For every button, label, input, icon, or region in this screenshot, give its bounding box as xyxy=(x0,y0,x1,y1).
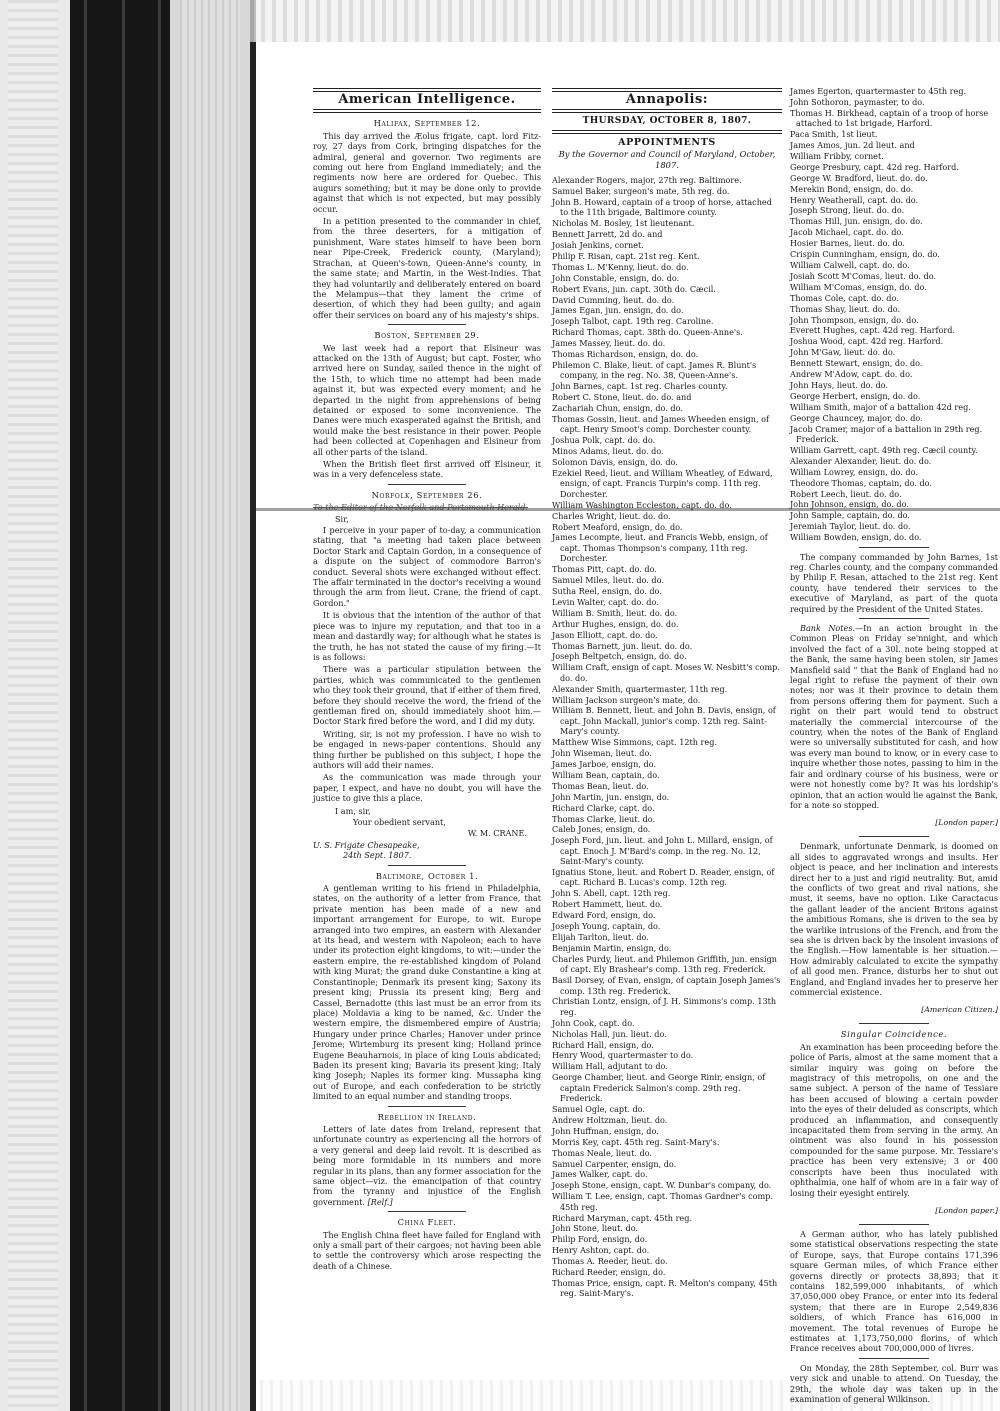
appointment-entry: William Jackson surgeon's mate, do. xyxy=(552,694,701,705)
appointment-entry: William M'Comas, ensign, do. do. xyxy=(790,281,927,292)
appointment-entry: Nicholas Hall, jun. lieut. do. xyxy=(552,1028,667,1039)
appointment-entry: Henry Ashton, capt. do. xyxy=(552,1245,650,1256)
appointment-entry: John S. Abell, capt. 12th reg. xyxy=(552,888,671,899)
appointment-entry: Christian Lontz, ensign, of J. H. Simmons's comp. 13th reg. xyxy=(552,996,777,1017)
appointment-entry: Joshua Wood, capt. 42d reg. Harford. xyxy=(790,336,944,347)
source-credit: [London paper.] xyxy=(935,818,998,828)
appointment-entry: John Cook, capt. do. xyxy=(552,1017,635,1028)
appointments-authority: By the Governor and Council of Maryland, October, 1807. xyxy=(558,149,776,170)
appointment-entry: Thomas A. Reeder, lieut. do. xyxy=(552,1256,668,1267)
appointment-entry: Basil Dorsey, of Evan, ensign, of captain Joseph James's comp. 13th reg. Frederick. xyxy=(552,975,781,996)
appointments-list-continued xyxy=(790,86,998,543)
appointment-entry: Edward Ford, ensign, do. xyxy=(552,910,656,921)
appointment-entry: Samuel Carpenter, ensign, do. xyxy=(552,1158,677,1169)
appointment-entry: Joseph Ford, jun. lieut. and John L. Millard, ensign, of capt. Enoch J. M'Bard's comp. in the reg. No. 12, Saint-Mary's county. xyxy=(552,835,773,867)
appointment-entry: William Smith, major of a battalion 42d reg. xyxy=(790,401,971,412)
appointment-entry: Charles Purdy, lieut. and Philemon Griffith, jun. ensign of capt. Ely Brashear's comp. 13th reg. Frederick. xyxy=(552,953,777,975)
appointment-entry: Jacob Michael, capt. do. do. xyxy=(790,227,904,238)
letter-paragraph: Writing, sir, is not my profession. I have no wish to be engaged in news-paper contentions. Should any thing further be published on this subject, I hope the authors will add their names. xyxy=(313,728,541,770)
scan-noise xyxy=(8,0,58,1411)
letter-paragraph: It is obvious that the intention of the author of that piece was to injure my reputation, and that too in a mean and dastardly way; for although what he states is the truth, he has not stated the cause of my firing.—It is as follows: xyxy=(313,610,541,662)
appointment-entry: John Barnes, capt. 1st reg. Charles county. xyxy=(552,381,728,392)
divider xyxy=(388,1211,466,1212)
letter-closing: I am, sir, xyxy=(335,805,371,816)
appointment-entry: Robert C. Stone, lieut. do. do. and xyxy=(552,392,692,403)
divider xyxy=(859,1224,930,1225)
masthead-rule xyxy=(313,109,541,113)
appointment-entry: John Wiseman, lieut. do. xyxy=(552,748,652,759)
appointment-entry: William Craft, ensign of capt. Moses W. Nesbitt's comp. do. do. xyxy=(552,662,780,683)
source-credit: [American Citizen.] xyxy=(921,1005,998,1015)
article-bank-notes xyxy=(790,623,998,810)
appointment-entry: Robert Evans, jun. capt. 30th do. Cæcil. xyxy=(552,283,716,294)
appointment-entry: Philip Ford, ensign, do. xyxy=(552,1234,648,1245)
appointment-entry: William Lowrey, ensign, do. do. xyxy=(790,466,918,477)
appointment-entry: Thomas Neale, lieut. do. xyxy=(552,1147,652,1158)
heading-appointments: APPOINTMENTS xyxy=(618,136,716,148)
article-text: Letters of late dates from Ireland, represent that unfortunate country as experiencing all the horrors of a very general and deep laid revolt. It is described as being more formidable in its numbers and more regular in its plans, than any former association for the same object—viz. the emancipation of that country from the tyranny and injustice of the English government. xyxy=(313,1123,541,1207)
appointment-entry: Thomas Hill, jun. ensign, do. do. xyxy=(790,216,923,227)
letter-signature: W. M. CRANE. xyxy=(467,828,527,839)
appointment-entry: Jason Elliott, capt. do. do. xyxy=(552,629,658,640)
appointment-entry: Richard Thomas, capt. 38th do. Queen-Anne's. xyxy=(552,327,743,338)
appointment-entry: James Jarboe, ensign, do. xyxy=(552,758,656,769)
appointment-entry: Charles Wright, lieut. do. do. xyxy=(552,510,671,521)
appointment-entry: Robert Meaford, ensign, do. do. xyxy=(552,521,683,532)
appointment-entry: William Bowden, ensign, do. do. xyxy=(790,532,922,543)
appointment-entry: George Chamber, lieut. and George Rinir, ensign, of captain Frederick Salmon's comp. 29th reg. Frederick. xyxy=(552,1072,766,1104)
gutter-noise xyxy=(180,0,240,1411)
appointment-entry: Everett Hughes, capt. 42d reg. Harford. xyxy=(790,325,955,336)
appointment-entry: David Cumming, lieut. do. do. xyxy=(552,294,675,305)
appointment-entry: Thomas Richardson, ensign, do. do. xyxy=(552,349,699,360)
appointment-entry: William B. Smith, lieut. do. do. xyxy=(552,607,678,618)
letter-date: 24th Sept. 1807. xyxy=(343,850,412,861)
appointment-entry: Thomas L. M'Kenny, lieut. do. do. xyxy=(552,261,689,272)
article-monday: On Monday, the 28th September, col. Burr was very sick and unable to attend. On Tuesday, the 29th, the whole day was taken up in the examination of general Wilkinson. xyxy=(790,1362,998,1404)
appointment-entry: Caleb Jones, ensign, do. xyxy=(552,824,651,835)
appointment-entry: John B. Howard, captain of a troop of horse, attached to the 11th brigade, Baltimore county. xyxy=(552,196,772,218)
divider xyxy=(859,547,930,548)
letter-salutation: Sir, xyxy=(335,513,349,524)
issue-date: THURSDAY, OCTOBER 8, 1807. xyxy=(582,116,752,127)
appointment-entry: Richard Maryman, capt. 45th reg. xyxy=(552,1212,692,1223)
scan-top-band xyxy=(250,0,1000,42)
article-denmark: Denmark, unfortunate Denmark, is doomed on all sides to aggravated wrongs and insults. Her object is peace, and her inclination and interests direct her to a just and rigid neutrality. But, amid the conflicts of two great and rival nations, she must, it seems, have no option. Like Caractacus the gallant leader of the ancient Britons against the ambitious Romans, she is driven to the sea by the warlike intrusions of the French, and from the sea she is driven back by the insolent invasions of the English.—How lamentable is her situation.—How admirably calculated to excite the sympathy of all good men. France, disturbs her to shut out England, and England invades her to preserve her commercial existence. xyxy=(790,841,998,997)
article-paragraph: In a petition presented to the commander in chief, from the three deserters, for a mitigation of punishment, Ware states himself to have been born near Pipe-Creek, Frederick county, (Maryland); Strachan, at Queen's-town, Queen-Anne's county, in the same state; and Martin, in the West-Indies. That they had voluntarily and deliberately entered on board the Melampus—that they lament the crime of desertion, of which they had been guilty; and again offer their services on board any of his majesty's ships. xyxy=(313,216,541,320)
page-gutter xyxy=(170,0,250,1411)
appointment-entry: Josiah Scott M'Comas, lieut. do. do. xyxy=(790,270,936,281)
appointment-entry: Elijah Tarlton, lieut. do. xyxy=(552,931,649,942)
section-masthead: American Intelligence. xyxy=(338,92,516,107)
dateline-baltimore: Baltimore, October 1. xyxy=(375,870,479,881)
appointment-entry: Robert Hammett, lieut. do. xyxy=(552,899,663,910)
letter-paragraph: There was a particular stipulation between the parties, which was communicated to the gentlemen who they took their ground, that if either of them fired, before they should receive the word, the friend of the gentleman fired on, should immediately shoot him.—Doctor Stark fired before the word, and I did my duty. xyxy=(313,664,541,727)
letter-paragraph: I perceive in your paper of to-day, a communication stating, that "a meeting had taken place between Doctor Stark and Captain Gordon, in a consequence of a dispute on the subject of commodore Barron's conduct. Several shots were exchanged without effect. The affair terminated in the doctor's receiving a wound through the arm from lieut. Crane, the friend of capt. Gordon." xyxy=(313,525,541,608)
appointment-entry: John Thompson, ensign, do. do. xyxy=(790,314,919,325)
appointment-entry: William B. Bennett, lieut. and John B. Davis, ensign, of capt. John Mackall, junior's comp. 12th reg. Saint-Mary's county. xyxy=(552,705,776,737)
dateline-halifax: Halifax, September 12. xyxy=(373,118,481,129)
appointment-entry: John M'Gaw, lieut. do. do. xyxy=(790,347,896,358)
appointment-entry: Henry Wood, quartermaster to do. xyxy=(552,1050,694,1061)
divider xyxy=(859,1358,930,1359)
appointment-entry: Thomas Pitt, capt. do. do. xyxy=(552,564,657,575)
appointment-entry: Andrew M'Adow, capt. do. do. xyxy=(790,369,913,380)
appointment-entry: Thomas Cole, capt. do. do. xyxy=(790,292,899,303)
appointment-entry: William Garrett, capt. 49th reg. Cæcil county. xyxy=(790,444,978,455)
appointment-entry: Thomas Shay, lieut. do. do. xyxy=(790,303,901,314)
appointment-entry: Joseph Beltpetch, ensign, do. do. xyxy=(552,651,687,662)
heading-ireland: Rebellion in Ireland. xyxy=(377,1111,477,1122)
appointment-entry: Ignatius Stone, lieut. and Robert D. Reader, ensign, of capt. Richard B. Lucas's comp. 12th reg. xyxy=(552,867,775,888)
appointment-entry: Solomon Davis, ensign, do. do. xyxy=(552,457,678,468)
appointment-entry: William Fribby, cornet. xyxy=(790,150,884,161)
appointment-entry: William Hall, adjutant to do. xyxy=(552,1061,668,1072)
column-american-intelligence xyxy=(313,86,541,1376)
column-annapolis xyxy=(552,86,782,1376)
appointment-entry: Samuel Baker, surgeon's mate, 5th reg. do. xyxy=(552,185,730,196)
appointment-entry: Joseph Strong, lieut. do. do. xyxy=(790,205,905,216)
masthead-rule xyxy=(552,109,782,113)
appointment-entry: Thomas H. Birkhead, captain of a troop of horse attached to 1st brigade, Harford. xyxy=(790,107,989,129)
appointment-entry: Crispin Cunningham, ensign, do. do. xyxy=(790,249,940,260)
binding-rib xyxy=(84,0,87,1411)
appointment-entry: James Walker, capt. do. xyxy=(552,1169,648,1180)
letter-addressee: To the Editor of the Norfolk and Portsmouth Herald. xyxy=(313,502,529,513)
appointment-entry: George W. Bradford, lieut. do. do. xyxy=(790,172,928,183)
article-paragraph: This day arrived the Æolus frigate, capt. lord Fitz-roy, 27 days from Cork, bringing dispatches for the admiral, general and governor. Two regiments are coming out here from England immediately; and the regiments now here are ordered for Quebec. This augurs something; but it may be done only to provide against that which is not expected, but may possibly occur. xyxy=(313,130,541,214)
appointment-entry: Benjamin Martin, ensign, do. xyxy=(552,942,672,953)
company-note: The company commanded by John Barnes, 1st reg. Charles county, and the company commanded by Philip F. Resan, attached to the 21st reg. Kent county, have tendered their services to the executive of Maryland, as part of the quota required by the President of the United States. xyxy=(790,551,998,614)
article-paragraph: The English China fleet have failed for England with only a small part of their cargoes; not having been able to settle the controversy which arose respecting the death of a Chinese. xyxy=(313,1229,541,1271)
article-text: —In an action brought in the Common Pleas on Friday se'nnight, and which involved the fact of a 30l. note being stopped at the Bank, the same having been stolen, sir James Mansfield said " that the Bank of England had no legal right to refuse the payment of their own notes; nor was it their province to detain them from persons offering them for payment. Such a right on their part would tend to obstruct materially the commercial intercourse of the country, when the notes of the Bank of England were so universally substituted for cash, and how was every man bound to know, or in every case to inquire whether those notes, passing to him in the fair and ordinary course of his business, were or were not honestly come by? It was his lordship's opinion, that an action would lie against the Bank, for a note so stopped. xyxy=(790,623,999,810)
appointment-entry: Joseph Talbot, capt. 19th reg. Caroline. xyxy=(552,316,714,327)
appointment-entry: George Presbury, capt. 42d reg. Harford. xyxy=(790,161,959,172)
section-masthead: Annapolis: xyxy=(625,92,709,107)
appointment-entry: Josiah Jenkins, cornet. xyxy=(552,239,644,250)
appointment-entry: Minos Adams, lieut. do. do. xyxy=(552,446,664,457)
appointment-entry: Jacob Cramer, major of a battalion in 29th reg. Frederick. xyxy=(790,423,983,444)
appointment-entry: Merekin Bond, ensign, do. do. xyxy=(790,183,914,194)
appointment-entry: John Stone, lieut. do. xyxy=(552,1223,638,1234)
appointment-entry: Alexander Smith, quartermaster, 11th reg. xyxy=(552,683,728,694)
appointment-entry: Thomas Price, ensign, capt. R. Melton's company, 45th reg. Saint-Mary's. xyxy=(552,1277,778,1299)
binding-rib xyxy=(122,0,125,1411)
appointment-entry: Thomas Bean, lieut. do. xyxy=(552,780,649,791)
appointment-entry: George Chauncey, major, do. do. xyxy=(790,412,923,423)
appointment-entry: Thomas Barnett, jun. lieut. do. do. xyxy=(552,640,693,651)
appointment-entry: Thomas Gossin, lieut. and James Wheeden ensign, of capt. Henry Smoot's comp. Dorchester county. xyxy=(552,413,769,435)
appointment-entry: Joseph Stone, ensign, capt. W. Dunbar's company, do. xyxy=(552,1180,772,1191)
article-paragraph: A gentleman writing to his friend in Philadelphia, states, on the authority of a letter from France, that private mention has been made of a new and important arrangement for Europe, to wit. Europe arranged into two empires, an eastern with Alexander at its head, and western with Napoleon; each to have under its protection eight kingdoms, to wit:—under the eastern empire, the re-established kingdom of Poland with king Murat; the grand duke Constantine a king at Constantinople; Denmark its present king; Saxony its present king; Prussia its present king; Berg and Cassel, Bernadotte (this last must be an error from its place) Moldavia a king to be named, &c. Under the western empire, the dismembered empire of Austria; Hungary under prince Charles; Hanover under prince Jerome; Wirtemburg its present king; Holland prince Eugene Beauharnois, in place of king Louis abdicated; Baden its present king; Bavaria its present king; Italy king Joseph; Naples its former king. Mussapha king out of Europe, and each confederation to be strictly limited to an equal number and standing troops. xyxy=(313,883,541,1102)
appointment-entry: Henry Weatherall, capt. do. do. xyxy=(790,194,919,205)
appointment-entry: Bennett Jarrett, 2d do. and xyxy=(552,229,663,240)
appointment-entry: Andrew Holtzman, lieut. do. xyxy=(552,1114,668,1125)
article-heading: Bank Notes. xyxy=(800,623,856,633)
column-misc xyxy=(790,86,999,1404)
divider xyxy=(859,836,930,837)
appointment-entry: Joshua Polk, capt. do. do. xyxy=(552,435,656,446)
appointment-entry: Zachariah Chun, ensign, do. do. xyxy=(552,403,683,414)
appointment-entry: Alexander Alexander, lieut. do. do. xyxy=(790,455,932,466)
appointment-entry: Philemon C. Blake, lieut. of capt. James R. Blunt's company, in the reg. No. 38, Queen-Anne's. xyxy=(552,359,757,381)
appointment-entry: John Hays, lieut. do. do. xyxy=(790,379,888,390)
appointment-entry: Morris Key, capt. 45th reg. Saint-Mary's. xyxy=(552,1136,720,1147)
appointment-entry: Bennett Stewart, ensign, do. do. xyxy=(790,358,923,369)
date-rule xyxy=(552,130,782,134)
appointment-entry: James Egan, jun. ensign, do. do. xyxy=(552,305,684,316)
appointment-entry: George Herbert, ensign, do. do. xyxy=(790,390,921,401)
appointment-entry: Alexander Rogers, major, 27th reg. Baltimore. xyxy=(552,175,742,186)
divider xyxy=(859,618,930,619)
appointment-entry: Thomas Clarke, lieut. do. xyxy=(552,813,656,824)
appointment-entry: Samuel Ogle, capt. do. xyxy=(552,1103,645,1114)
appointment-entry: Samuel Miles, lieut. do. do. xyxy=(552,575,664,586)
appointment-entry: John Sample, captain, do. do. xyxy=(790,510,910,521)
appointment-entry: Jeremiah Taylor, lieut. do. do. xyxy=(790,521,911,532)
binding-strip xyxy=(70,0,170,1411)
appointment-entry: Richard Reeder, ensign, do. xyxy=(552,1267,666,1278)
appointment-entry: Ezekiel Reed, lieut. and William Wheatley, of Edward, ensign, of capt. Francis Turpin's comp. 11th reg. Dorchester. xyxy=(552,468,773,499)
binding-rib xyxy=(158,0,161,1411)
article-paragraph xyxy=(313,1124,541,1207)
appointment-entry: Arthur Hughes, ensign, do. do. xyxy=(552,618,679,629)
appointment-entry: John Sothoron, paymaster, to do. xyxy=(790,96,925,107)
divider xyxy=(388,484,466,485)
appointment-entry: James Lecompte, lieut. and Francis Webb, ensign, of capt. Thomas Thompson's company, 11th reg. Dorchester. xyxy=(552,532,768,564)
letter-closing: Your obedient servant, xyxy=(353,817,446,827)
appointment-entry: James Amos, jun. 2d lieut. and xyxy=(790,140,915,151)
appointment-entry: James Massey, lieut. do. do. xyxy=(552,338,666,349)
appointment-entry: Richard Clarke, capt. do. xyxy=(552,802,655,813)
appointment-entry: John Johnson, ensign, do. do. xyxy=(790,499,909,510)
appointment-entry: Matthew Wise Simmons, capt. 12th reg. xyxy=(552,737,717,748)
divider xyxy=(388,324,466,325)
divider xyxy=(859,1023,930,1024)
appointment-entry: Paca Smith, 1st lieut. xyxy=(790,129,878,140)
appointment-entry: Sutha Reel, ensign, do. do. xyxy=(552,585,662,596)
appointment-entry: Nicholas M. Bosley, 1st lieutenant. xyxy=(552,218,695,229)
article-german-author: A German author, who has lately published some statistical observations respecting the state of Europe, says, that Europe contains 171,396 square German miles, of which France either governs directly or protects 38,893; that it contains 182,599,000 inhabitants, of which 37,050,000 obey France, or enter into its federal system; that there are in Europe 2,549,836 soldiers, of which France has 616,000 in movement. The total revenues of Europe he estimates at 1,173,750,000 florins, of which France receives about 700,000,000 of livres. xyxy=(790,1228,998,1354)
scan-margin xyxy=(0,0,70,1411)
dateline-norfolk: Norfolk, September 26. xyxy=(371,489,483,500)
appointment-entry: Philip F. Risan, capt. 21st reg. Kent. xyxy=(552,250,700,261)
appointment-entry: Levin Walter, capt. do. do. xyxy=(552,596,659,607)
divider xyxy=(388,865,466,866)
appointments-list xyxy=(552,175,782,1299)
appointment-entry: John Huffman, ensign, do. xyxy=(552,1125,659,1136)
appointment-entry: James Egerton, quartermaster to 45th reg. xyxy=(790,86,967,96)
appointment-entry: William Calwell, capt. do. do. xyxy=(790,260,910,270)
dateline-boston: Boston, September 29. xyxy=(374,330,480,341)
source-credit: [London paper.] xyxy=(935,1205,998,1215)
divider xyxy=(388,1106,466,1107)
appointment-entry: John Constable, ensign, do. do. xyxy=(552,272,680,283)
appointment-entry: Theodore Thomas, captain, do. do. xyxy=(790,477,932,488)
article-coincidence: An examination has been proceeding before the police of Paris, almost at the same moment that a similar inquiry was going on before the magistracy of this metropolis, on one and the same subject. A person of the name of Tessiare has been accused of blowing a certain powder into the eyes of their deluded as conscripts, which produced an inflammation, and consequently incapacitated them from serving in the army. An ointment was also found in his possession compounded for the same purpose. Mr. Tessiare's practice has been very extensive; 3 or 400 conscripts have been thus inoculated with ophthalmia, one half of whom are in a fair way of losing their eyesight entirely. xyxy=(790,1041,998,1198)
appointment-entry: William Washington Eccleston, capt. do. do. xyxy=(552,499,732,510)
appointment-entry: John Martin, jun. ensign, do. xyxy=(552,791,670,802)
letter-paragraph: As the communication was made through your paper, I expect, and have no doubt, you will have the justice to give this a place. xyxy=(313,772,541,804)
article-paragraph: When the British fleet first arrived off Elsineur, it was in a very defenceless state. xyxy=(313,459,541,480)
heading-coincidence: Singular Coincidence. xyxy=(840,1029,948,1040)
appointment-entry: William Bean, captain, do. xyxy=(552,769,660,780)
appointment-entry: Hosier Barnes, lieut. do. do. xyxy=(790,238,905,249)
source-credit: [Relf.] xyxy=(367,1196,393,1207)
appointment-entry: William T. Lee, ensign, capt. Thomas Gardner's comp. 45th reg. xyxy=(552,1191,773,1212)
heading-china-fleet: China Fleet. xyxy=(397,1217,457,1228)
appointment-entry: Robert Leech, lieut. do. do. xyxy=(790,488,902,499)
letter-place: U. S. Frigate Chesapeake, xyxy=(313,839,420,850)
appointment-entry: Joseph Young, captain, do. xyxy=(552,921,661,932)
article-paragraph: We last week had a report that Elsineur was attacked on the 13th of August; but capt. Foster, who arrived here on Sunday, sailed thence in the night of the 15th, to which time no attempt had been made against it, but was expected every moment; and he departed in the night from apprehensions of being detained or exposed to some inconvenience. The Danes were much exasperated against the British, and would make the best resistance in their power. People had been collected at Copenhagen and Elsineur from all other parts of the island. xyxy=(313,342,541,457)
appointment-entry: Richard Hall, ensign, do. xyxy=(552,1039,654,1050)
